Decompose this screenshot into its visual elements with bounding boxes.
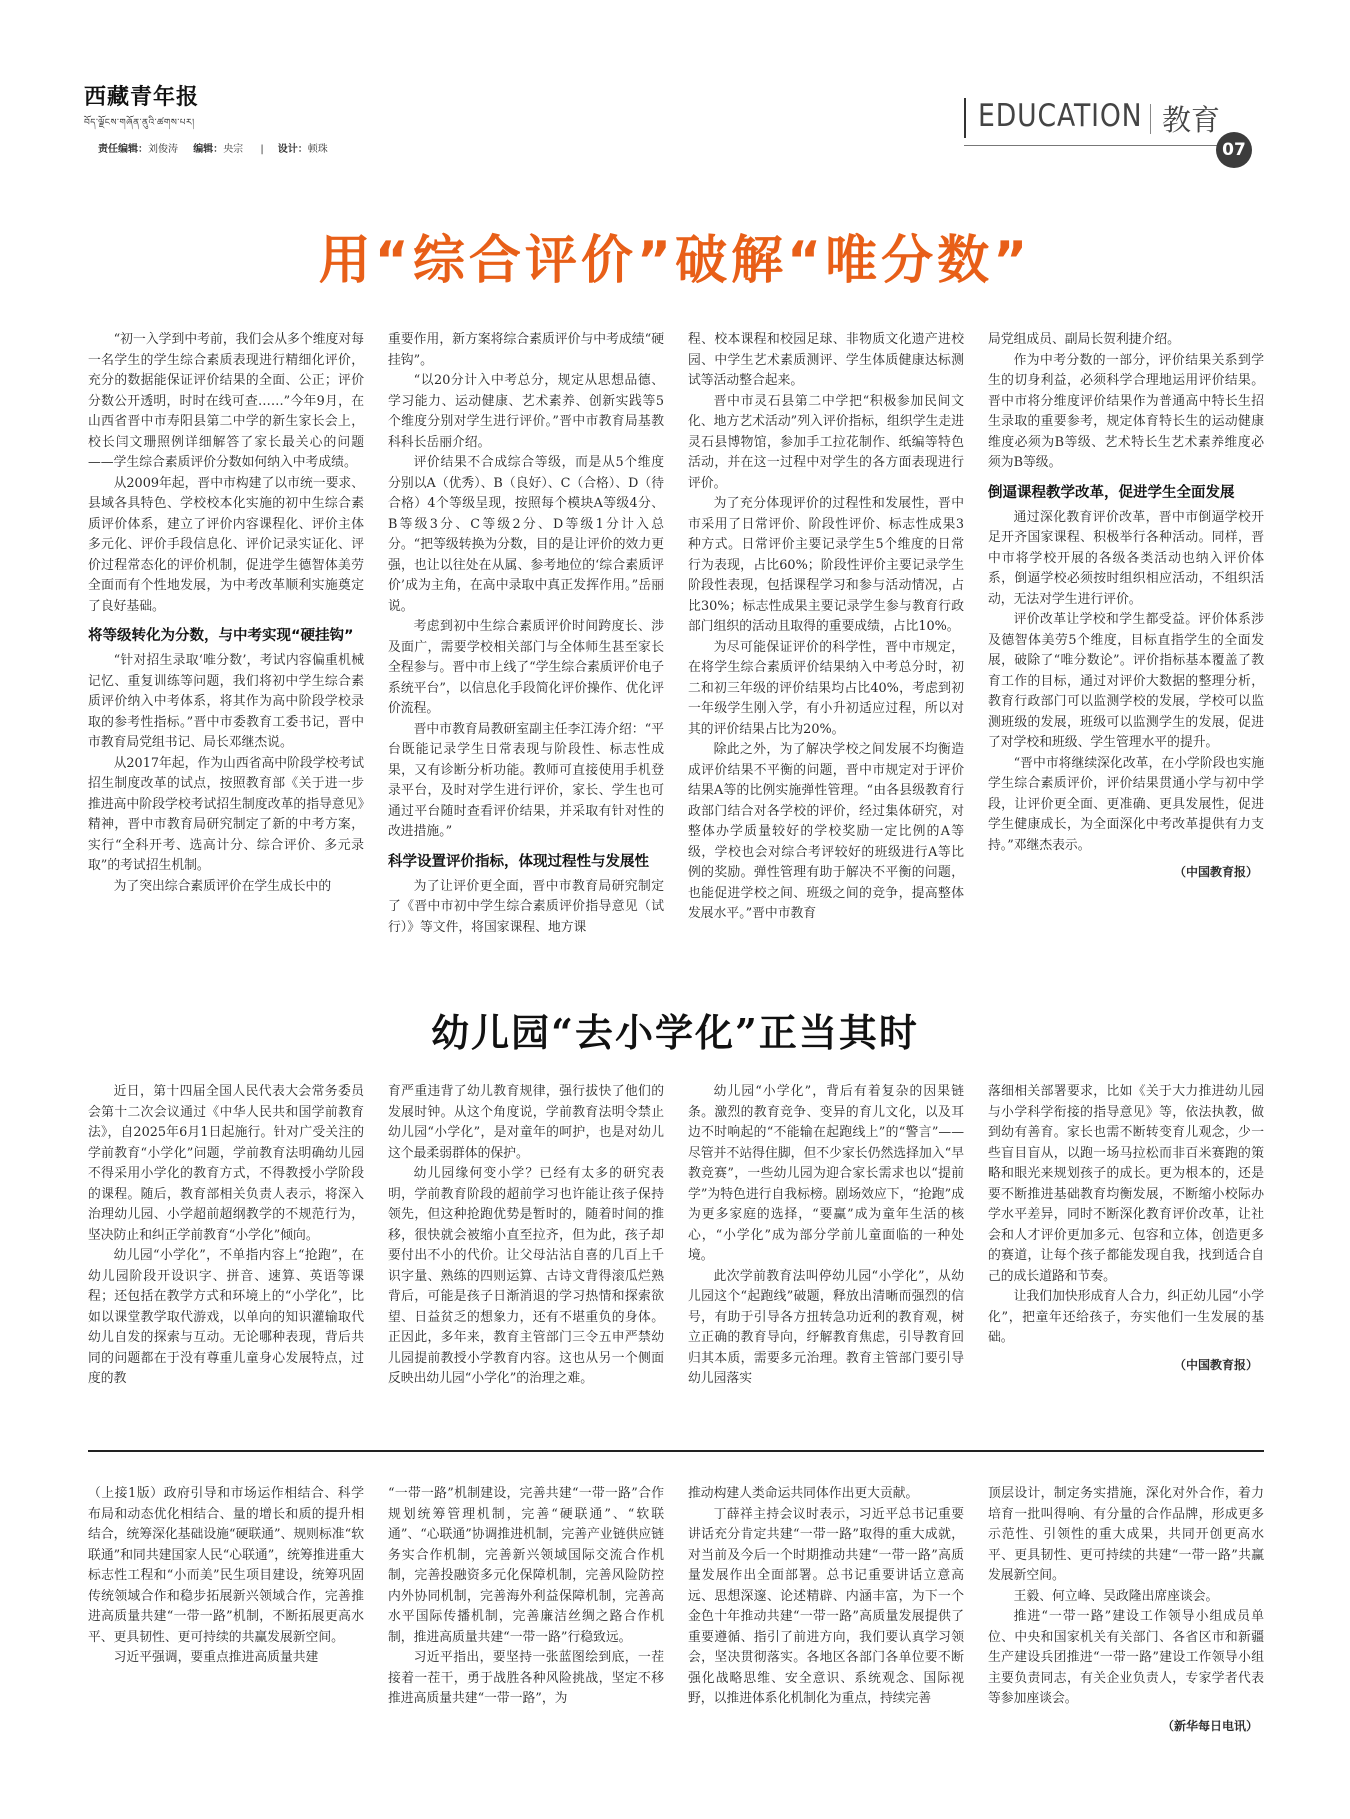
article3-column-1 (88, 1484, 364, 1669)
section-title-cn: 教育 (1162, 103, 1221, 137)
section-header (964, 96, 1264, 144)
subheading: 倒逼课程教学改革，促进学生全面发展 (988, 484, 1235, 501)
paragraph: 晋中市灵石县第二中学把“积极参加民间文化、地方艺术活动”列入评价指标，组织学生走进灵石县博物馆，参加手工拉花制作、纸编等特色活动，并在这一过程中对学生的各方面表现进行评价。 (688, 393, 964, 491)
paragraph: 习近平强调，要重点推进高质量共建 (113, 1650, 319, 1665)
paragraph: 落细相关部署要求，比如《关于大力推进幼儿园与小学科学衔接的指导意见》等，依法执教，做到幼有善育。家长也需不断转变育儿观念，少一些盲目盲从，以跑一场马拉松而非百米赛跑的策略和眼光来规划孩子的成长。更为根本的，还是要不断推进基础教育均衡发展，不断缩小校际办学水平差异，同时不断深化教育评价改革，让社会和人才评价更加多元、包容和立体，创造更多的赛道，让每个孩子都能发现自我，找到适合自己的成长道路和节奏。 (988, 1084, 1264, 1284)
section-bar (964, 98, 966, 138)
paragraph: 幼儿园“小学化”，背后有着复杂的因果链条。激烈的教育竞争、变异的育儿文化，以及耳边不时响起的“不能输在起跑线上”的“警言”——尽管并不站得住脚，但不少家长仍然选择加入“早教竞赛”，一些幼儿园为迎合家长需求也以“提前学”为特色进行自我标榜。剧场效应下，“抢跑”成为更多家庭的选择，“要赢”成为童年生活的核心，“小学化”成为部分学前儿童面临的一种处境。 (688, 1084, 964, 1263)
section-divider-rule (88, 1450, 1264, 1452)
article2-column-1 (88, 1082, 364, 1390)
paragraph: 局党组成员、副局长贺利捷介绍。 (988, 332, 1180, 347)
newspaper-name: 西藏青年报 (84, 84, 200, 110)
newspaper-name-tibetan: བོད་ལྗོངས་གཞོན་ནུའི་ཚགས་པར། (84, 118, 195, 128)
paragraph: 让我们加快形成育人合力，纠正幼儿园“小学化”，把童年还给孩子，夯实他们一生发展的基础。 (988, 1289, 1264, 1345)
paragraph: 推动构建人类命运共同体作出更大贡献。 (688, 1486, 919, 1501)
editor-label: 责任编辑： (98, 144, 148, 155)
article2-column-2 (388, 1082, 664, 1390)
article3-column-2 (388, 1484, 664, 1710)
article2-headline: 幼儿园“去小学化”正当其时 (431, 1010, 919, 1055)
paragraph: 为了充分体现评价的过程性和发展性，晋中市采用了日常评价、阶段性评价、标志性成果3种方式。日常评价主要记录学生5个维度的日常行为表现，占比60%；阶段性评价主要记录学生阶段性表现，包括课程学习和参与活动情况，占比30%；标志性成果主要记录学生参与教育行政部门组织的活动且取得的重要成绩，占比10%。 (688, 496, 964, 634)
section-title-en: EDUCATION (978, 98, 1143, 134)
paragraph: 为尽可能保证评价的科学性，晋中市规定，在将学生综合素质评价结果纳入中考总分时，初二和初三年级的评价结果均占比40%，考虑到初一年级学生刚入学，有小升初适应过程，所以对其的评价结果占比为20%。 (688, 639, 964, 737)
paragraph: 推进“一带一路”建设工作领导小组成员单位、中央和国家机关有关部门、各省区市和新疆生产建设兵团推进“一带一路”建设工作领导小组主要负责同志，有关企业负责人，专家学者代表等参加座谈会。 (988, 1609, 1264, 1706)
paragraph: “以20分计入中考总分，规定从思想品德、学习能力、运动健康、艺术素养、创新实践等5个维度分别对学生进行评价。”晋中市教育局基教科科长岳丽介绍。 (388, 373, 664, 450)
copy-editor-label: 编辑： (193, 144, 224, 155)
paragraph: 顶层设计，制定务实措施，深化对外合作，着力培育一批叫得响、有分量的合作品牌，形成更多示范性、引领性的重大成果，共同开创更高水平、更具韧性、更可持续的共建“一带一路”共赢发展新空间。 (988, 1486, 1264, 1583)
header-rule (964, 145, 1220, 146)
paragraph: 幼儿园“小学化”，不单指内容上“抢跑”，在幼儿园阶段开设识字、拼音、速算、英语等课程；还包括在教学方式和环境上的“小学化”，比如以课堂教学取代游戏，以单向的知识灌输取代幼儿自发的探索与互动。无论哪种表现，背后共同的问题都在于没有尊重儿童身心发展特点，过度的教 (88, 1248, 364, 1386)
article1-column-2 (388, 330, 664, 938)
paragraph: 作为中考分数的一部分，评价结果关系到学生的切身利益，必须科学合理地运用评价结果。晋中市将分维度评价结果作为普通高中特长生招生录取的重要参考，规定体育特长生的运动健康维度必须为B等级、艺术特长生艺术素养维度必须为B等级。 (988, 352, 1264, 470)
article1-column-4 (988, 330, 1264, 883)
article2-source: （中国教育报） (1173, 1357, 1258, 1372)
editor-name: 刘俊涛 (148, 144, 178, 155)
paragraph: 为了突出综合素质评价在学生成长中的 (113, 878, 332, 894)
paragraph: “晋中市将继续深化改革，在小学阶段也实施学生综合素质评价，评价结果贯通小学与初中学段，让评价更全面、更准确、更具发展性，促进学生健康成长，为全面深化中考改革提供有力支持。”邓继杰表示。 (988, 755, 1264, 853)
subheading: 科学设置评价指标，体现过程性与发展性 (388, 853, 649, 870)
subheading: 将等级转化为分数，与中考实现“硬挂钩” (88, 628, 354, 644)
paragraph: 考虑到初中生综合素质评价时间跨度长、涉及面广，需要学校相关部门与全体师生甚至家长全程参与。晋中市上线了“学生综合素质评价电子系统平台”，以信息化手段简化评价操作、优化评价流程。 (388, 619, 664, 716)
article1-column-1 (88, 330, 364, 897)
paragraph: 育严重违背了幼儿教育规律，强行拔快了他们的发展时钟。从这个角度说，学前教育法明令禁止幼儿园“小学化”，是对童年的呵护，也是对幼儿这个最柔弱群体的保护。 (388, 1084, 664, 1161)
paragraph: 此次学前教育法叫停幼儿园“小学化”，从幼儿园这个“起跑线”破题，释放出清晰而强烈的信号，有助于引导各方扭转急功近利的教育观，树立正确的教育导向，纾解教育焦虑，引导教育回归其本质，需要多元治理。教育主管部门要引导幼儿园落实 (688, 1268, 964, 1386)
paragraph: （上接1版）政府引导和市场运作相结合、科学布局和动态优化相结合、量的增长和质的提升相结合，统筹深化基础设施“硬联通”、规则标准“软联通”和同共建国家人民“心联通”，统筹推进重大标志性工程和“小而美”民生项目建设，统筹巩固传统领域合作和稳步拓展新兴领域合作，完善推进高质量共建“一带一路”机制，不断拓展更高水平、更具韧性、更可持续的共赢发展新空间。 (88, 1486, 364, 1645)
paragraph: 通过深化教育评价改革，晋中市倒逼学校开足开齐国家课程、积极举行各种活动。同样，晋中市将学校开展的各级各类活动也纳入评价体系，倒逼学校必须按时组织相应活动，不组织活动，无法对学生进行评价。 (988, 509, 1264, 607)
article3-source: （新华每日电讯） (1161, 1718, 1258, 1733)
paragraph: 近日，第十四届全国人民代表大会常务委员会第十二次会议通过《中华人民共和国学前教育法》，自2025年6月1日起施行。针对广受关注的学前教育“小学化”问题，学前教育法明确幼儿园不得采用小学化的教育方式，不得教授小学阶段的课程。随后，教育部相关负责人表示，将深入治理幼儿园、小学超前超纲教学的不规范行为，坚决防止和纠正学前教育“小学化”倾向。 (88, 1084, 364, 1243)
design-label: 设计： (277, 144, 308, 155)
paragraph: 评价改革让学校和学生都受益。评价体系涉及德智体美劳5个维度，目标直指学生的全面发展，破除了“唯分数论”。评价指标基本覆盖了教育工作的目标，通过对评价大数据的整理分析，教育行政部门可以监测学校的发展，学校可以监测班级的发展，班级可以监测学生的发展，促进了对学校和班级、学生管理水平的提升。 (988, 612, 1264, 750)
article1-headline: 用“综合评价”破解“唯分数” (318, 231, 1032, 291)
article2-column-4 (988, 1082, 1264, 1375)
article2-column-3 (688, 1082, 964, 1390)
copy-editor-name: 央宗 (223, 144, 244, 155)
designer-name: 顿珠 (307, 144, 328, 155)
article1-column-3 (688, 330, 964, 925)
paragraph: 王毅、何立峰、吴政隆出席座谈会。 (1013, 1588, 1219, 1604)
article3-column-4 (988, 1484, 1264, 1736)
paragraph: 从2009年起，晋中市构建了以市统一要求、县域各具特色、学校校本化实施的初中生综合素质评价体系，建立了评价内容课程化、评价主体多元化、评价手段信息化、评价记录实证化、评价过程常态化的评价机制，促进学生德智体美劳全面而有个性地发展，为中考改革顺利实施奠定了良好基础。 (88, 475, 364, 614)
paragraph: 重要作用，新方案将综合素质评价与中考成绩“硬挂钩”。 (388, 332, 664, 368)
paragraph: 丁薛祥主持会议时表示，习近平总书记重要讲话充分肯定共建“一带一路”取得的重大成就，对当前及今后一个时期推动共建“一带一路”高质量发展作出全面部署。总书记重要讲话立意高远、思想深邃、论述精辟、内涵丰富，为下一个金色十年推动共建“一带一路”高质量发展提供了重要遵循、指引了前进方向，我们要认真学习领会，坚决贯彻落实。各地区各部门各单位要不断强化战略思维、安全意识、系统观念、国际视野，以推进体系化机制化为重点，持续完善 (688, 1506, 964, 1706)
editor-credits (98, 140, 328, 155)
newspaper-masthead (84, 80, 199, 138)
article3-column-3 (688, 1484, 964, 1710)
paragraph: “初一入学到中考前，我们会从多个维度对每一名学生的学生综合素质表现进行精细化评价，充分的数据能保证评价结果的全面、公正；评价分数公开透明，时时在线可查……”今年9月，在山西省晋中市寿阳县第二中学的新生家长会上，校长闫文珊照例详细解答了家长最关心的问题——学生综合素质评价分数如何纳入中考成绩。 (88, 332, 364, 470)
section-divider (1150, 104, 1151, 134)
page-number: 07 (1216, 132, 1252, 168)
paragraph: 幼儿园缘何变小学？已经有太多的研究表明，学前教育阶段的超前学习也许能让孩子保持领先，但这种抢跑优势是暂时的，随着时间的推移，很快就会被缩小直至拉齐，但为此，孩子却要付出不小的代价。让父母沾沾自喜的几百上千识字量、熟练的四则运算、古诗文背得滚瓜烂熟背后，可能是孩子日渐消退的学习热情和探索欲望、日益贫乏的想象力，还有不堪重负的身体。正因此，多年来，教育主管部门三令五申严禁幼儿园提前教授小学教育内容。这也从另一个侧面反映出幼儿园“小学化”的治理之难。 (388, 1166, 664, 1386)
paragraph: 晋中市教育局教研室副主任李江涛介绍：“平台既能记录学生日常表现与阶段性、标志性成果，又有诊断分析功能。教师可直接使用手机登录平台，及时对学生进行评价，家长、学生也可通过平台随时查看评价结果，并采取有针对性的改进措施。” (388, 721, 664, 839)
paragraph: 除此之外，为了解决学校之间发展不均衡造成评价结果不平衡的问题，晋中市规定对于评价结果A等的比例实施弹性管理。“由各县级教育行政部门结合对各学校的评价，经过集体研究，对整体办学质量较好的学校奖励一定比例的A等级，学校也会对综合考评较好的班级进行A等比例的奖励。弹性管理有助于解决不平衡的问题，也能促进学校之间、班级之间的竞争，提高整体发展水平。”晋中市教育 (688, 742, 964, 921)
paragraph: 为了让评价更全面，晋中市教育局研究制定了《晋中市初中学生综合素质评价指导意见（试行）》等文件，将国家课程、地方课 (388, 878, 664, 935)
paragraph: “一带一路”机制建设，完善共建“一带一路”合作规划统筹管理机制，完善“硬联通”、“软联通”、“心联通”协调推进机制，完善产业链供应链务实合作机制，完善新兴领域国际交流合作机制，完善投融资多元化保障机制，完善风险防控内外协同机制，完善海外利益保障机制，完善高水平国际传播机制，完善廉洁丝绸之路合作机制，推进高质量共建“一带一路”行稳致远。 (388, 1486, 664, 1645)
article1-source: （中国教育报） (1173, 865, 1258, 879)
paragraph: 从2017年起，作为山西省高中阶段学校考试招生制度改革的试点，按照教育部《关于进一步推进高中阶段学校考试招生制度改革的指导意见》精神，晋中市教育局研究制定了新的中考方案，实行“全科开考、选高计分、综合评价、多元录取”的考试招生机制。 (88, 755, 364, 873)
paragraph: 习近平指出，要坚持一张蓝图绘到底，一茬接着一茬干，勇于战胜各种风险挑战，坚定不移推进高质量共建“一带一路”，为 (388, 1650, 664, 1706)
paragraph: 程、校本课程和校园足球、非物质文化遗产进校园、中学生艺术素质测评、学生体质健康达标测试等活动整合起来。 (688, 332, 964, 388)
paragraph: 评价结果不合成综合等级，而是从5个维度分别以A（优秀）、B（良好）、C（合格）、D（待合格）4个等级呈现，按照每个模块A等级4分、B等级3分、C等级2分、D等级1分计入总分。“把等级转换为分数，目的是让评价的效力更强，也让以往处在从属、参考地位的‘综合素质评价’成为主角，在高中录取中真正发挥作用。”岳丽说。 (388, 455, 664, 614)
paragraph: “针对招生录取‘唯分数’，考试内容偏重机械记忆、重复训练等问题，我们将初中学生综合素质评价纳入中考体系，将其作为高中阶段学校录取的参考性指标。”晋中市委教育工委书记，晋中市教育局党组书记、局长邓继杰说。 (88, 653, 364, 750)
credits-separator: | (260, 144, 264, 155)
